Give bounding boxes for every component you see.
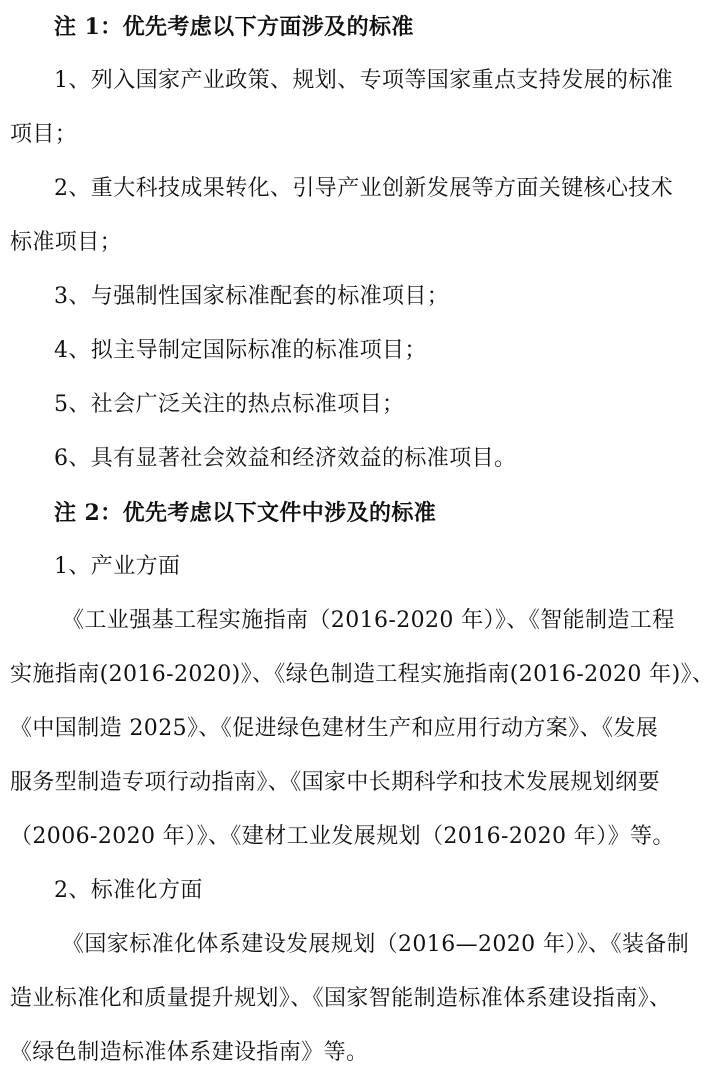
section-industry-line-4: 服务型制造专项行动指南》、《国家中长期科学和技术发展规划纲要 [10,770,661,795]
section-industry-line-1: 《工业强基工程实施指南（2016-2020 年）》、《智能制造工程 [62,608,675,633]
section-industry-line-5: （2006-2020 年）》、《建材工业发展规划（2016-2020 年）》等。 [10,824,675,849]
note1-item-2-line-1: 2、重大科技成果转化、引导产业创新发展等方面关键核心技术 [54,176,674,201]
note1-item-6: 6、具有显著社会效益和经济效益的标准项目。 [54,446,517,471]
note2-heading: 注 2：优先考虑以下文件中涉及的标准 [54,500,437,526]
section-industry-line-3: 《中国制造 2025》、《促进绿色建材生产和应用行动方案》、《发展 [10,716,659,741]
note1-heading: 注 1：优先考虑以下方面涉及的标准 [54,14,414,40]
note1-item-1-line-1: 1、列入国家产业政策、规划、专项等国家重点支持发展的标准 [54,68,674,93]
note1-item-5: 5、社会广泛关注的热点标准项目； [54,392,405,417]
note1-item-1-line-2: 项目； [10,122,78,147]
note1-item-4: 4、拟主导制定国际标准的标准项目； [54,338,427,363]
note1-item-2-line-2: 标准项目； [10,230,123,255]
section-standardization-line-2: 造业标准化和质量提升规划》、《国家智能制造标准体系建设指南》、 [10,986,672,1011]
section-standardization-line-1: 《国家标准化体系建设发展规划（2016—2020 年）》、《装备制 [62,932,690,957]
note1-item-3: 3、与强制性国家标准配套的标准项目； [54,284,450,309]
section-standardization-line-3: 《绿色制造标准体系建设指南》等。 [10,1040,369,1065]
section-industry-title: 1、产业方面 [54,554,181,579]
section-industry-line-2: 实施指南(2016-2020)》、《绿色制造工程实施指南(2016-2020 年)》、 [10,662,715,687]
section-standardization-title: 2、标准化方面 [54,878,203,903]
